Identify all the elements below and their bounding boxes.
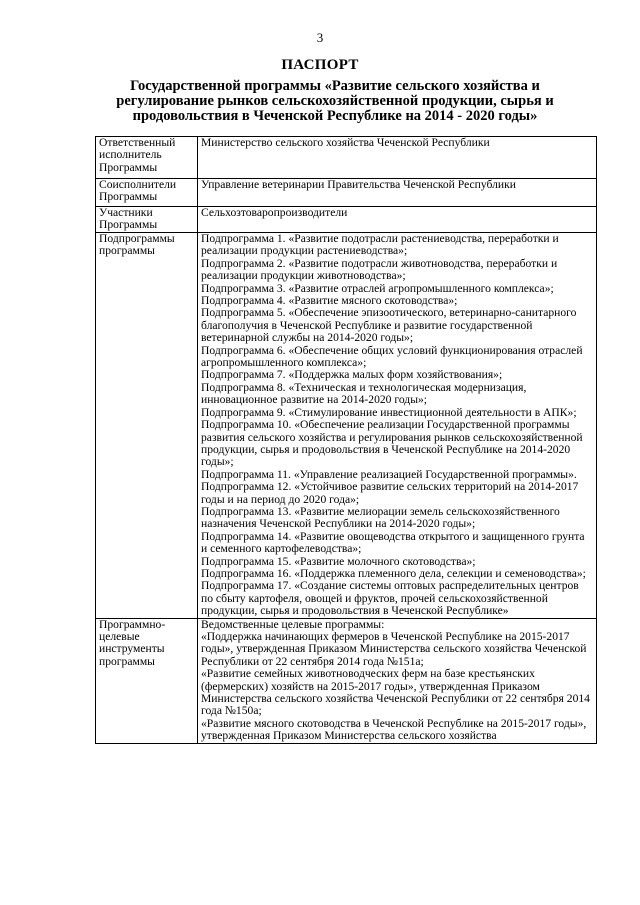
list-item: Подпрограмма 1. «Развитие подотрасли растениеводства, переработки и реализации продукции растениеводства»;	[201, 232, 559, 258]
program-title: Государственной программы «Развитие сельского хозяйства и регулирование рынков сельскохозяйственной продукции, сырья и продовольствия в Чеченской Республике на 2014 - 2020 годы»	[116, 78, 554, 124]
label-co-executors: Соисполнители Программы	[96, 179, 198, 207]
list-item: Подпрограмма 16. «Поддержка племенного дела, селекции и семеноводства»;	[201, 566, 586, 580]
value-co-executors: Управление ветеринарии Правительства Чеченской Республики	[198, 179, 597, 207]
label-responsible: Ответственный исполнитель Программы	[96, 137, 198, 179]
table-row	[96, 207, 597, 233]
list-item: Подпрограмма 11. «Управление реализацией Государственной программы».	[201, 467, 577, 481]
list-item: Подпрограмма 12. «Устойчивое развитие сельских территорий на 2014-2017 годы и на период до 2020 года»;	[201, 480, 579, 506]
table-row	[96, 233, 597, 619]
list-item: Подпрограмма 9. «Стимулирование инвестиционной деятельности в АПК»;	[201, 405, 577, 419]
list-item: Подпрограмма 14. «Развитие овощеводства открытого и защищенного грунта и семенного картофелеводства»;	[201, 529, 585, 556]
list-item: «Развитие семейных животноводческих ферм на базе крестьянских (фермерских) хозяйств на 2015-2017 годы», утвержденная Приказом Министерства сельского хозяйства Чеченской Республики от 22 сентября 2014 года №150а;	[201, 667, 590, 718]
list-item: «Поддержка начинающих фермеров в Чеченской Республике на 2015-2017 годы», утвержденная Приказом Министерства сельского хозяйства Чеченской Республики от 22 сентября 2014 года №151а;	[201, 630, 587, 668]
list-item: Подпрограмма 10. «Обеспечение реализации Государственной программы развития сельского хозяйства и регулирования рынков сельскохозяйственной продукции, сырья и продовольствия в Чеченской Республике на 2014-2020 годы»;	[201, 418, 583, 469]
page-number: 3	[316, 30, 324, 45]
value-participants: Сельхозтоваропроизводители	[198, 207, 597, 233]
list-item: Подпрограмма 13. «Развитие мелиорации земель сельскохозяйственного назначения Чеченской Республики на 2014-2020 годы»;	[201, 504, 560, 531]
label-instruments: Программно-целевые инструменты программы	[96, 618, 198, 743]
list-item: Подпрограмма 17. «Создание системы оптовых распределительных центров по сбыту картофеля, овощей и фруктов, прочей сельскохозяйственной продукции, сырья и продовольствия в Чеченской Республике»	[201, 579, 579, 618]
passport-table	[95, 136, 597, 744]
list-item: Подпрограмма 8. «Техническая и технологическая модернизация, инновационное развитие на 2014-2020 годы»;	[201, 380, 527, 407]
value-instruments	[198, 618, 597, 743]
list-item: Подпрограмма 2. «Развитие подотрасли животноводства, переработки и реализации продукции животноводства»;	[201, 256, 558, 283]
value-responsible: Министерство сельского хозяйства Чеченской Республики	[198, 137, 597, 179]
list-item: Ведомственные целевые программы:	[201, 617, 385, 631]
list-item: Подпрограмма 15. «Развитие молочного скотоводства»;	[201, 554, 476, 568]
value-subprograms	[198, 233, 597, 619]
list-item: Подпрограмма 3. «Развитие отраслей агропромышленного комплекса»;	[201, 281, 554, 295]
list-item: Подпрограмма 5. «Обеспечение эпизоотического, ветеринарно-санитарного благополучия в Чеченской Республике и развитие государственной ветеринарной службы на 2014-2020 годы»;	[201, 306, 577, 345]
page-title: ПАСПОРТ	[281, 57, 359, 73]
table-row	[96, 618, 597, 743]
list-item: Подпрограмма 7. «Поддержка малых форм хозяйствования»;	[201, 368, 503, 382]
label-subprograms: Подпрограммы программы	[96, 233, 198, 619]
table-row	[96, 137, 597, 179]
label-participants: Участники Программы	[96, 207, 198, 233]
list-item: Подпрограмма 6. «Обеспечение общих условий функционирования отраслей агропромышленного комплекса»;	[201, 343, 583, 370]
table-row	[96, 179, 597, 207]
list-item: Подпрограмма 4. «Развитие мясного скотоводства»;	[201, 294, 458, 308]
list-item: «Развитие мясного скотоводства в Чеченской Республике на 2015-2017 годы», утвержденная Приказом Министерства сельского хозяйства	[201, 716, 587, 743]
